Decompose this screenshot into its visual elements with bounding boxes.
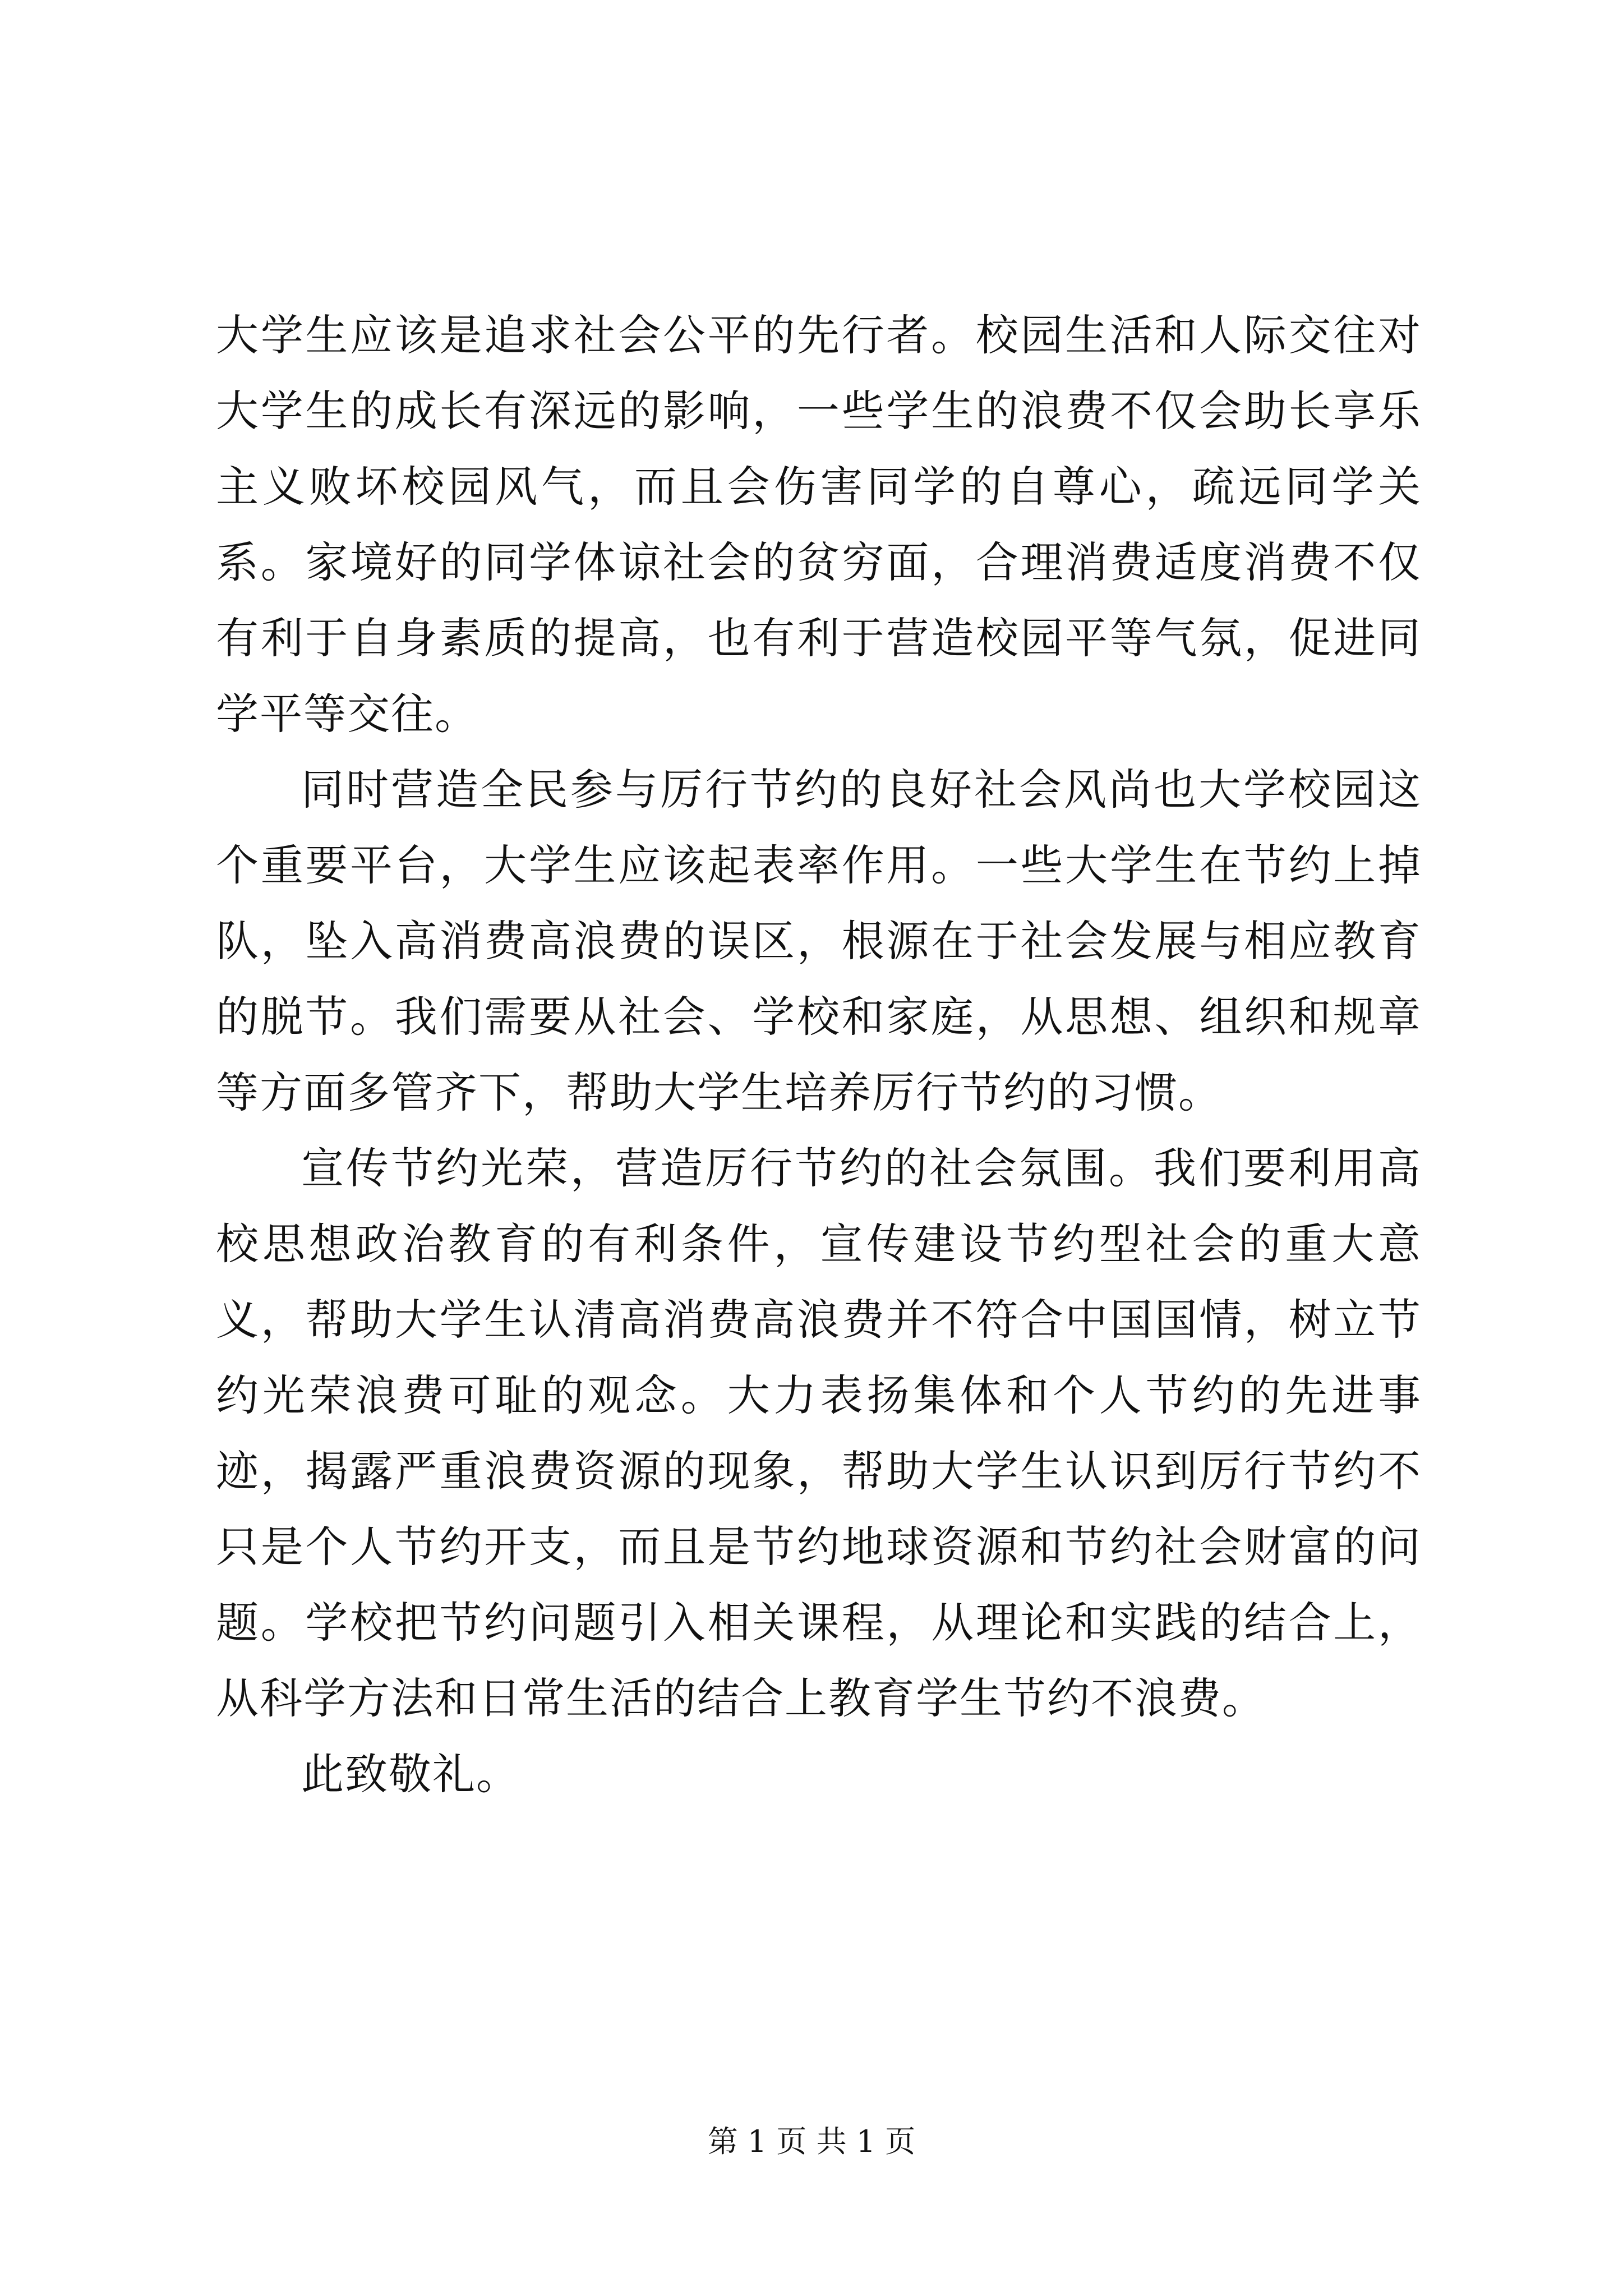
paragraph-3: 宣传节约光荣，营造厉行节约的社会氛围。我们要利用高校思想政治教育的有利条件，宣传建设节约型社会的重大意义，帮助大学生认清高消费高浪费并不符合中国国情，树立节约光荣浪费可耻的观念。大力表扬集体和个人节约的先进事迹，揭露严重浪费资源的现象，帮助大学生认识到厉行节约不只是个人节约开支，而且是节约地球资源和节约社会财富的问题。学校把节约问题引入相关课程，从理论和实践的结合上，从科学方法和日常生活的结合上教育学生节约不浪费。 xyxy=(216,1143,1422,1723)
page-footer: 第 1 页 共 1 页 xyxy=(707,2124,916,2159)
closing-salutation: 此致敬礼。 xyxy=(301,1749,520,1799)
paragraph-1: 大学生应该是追求社会公平的先行者。校园生活和人际交往对大学生的成长有深远的影响，一些学生的浪费不仅会助长享乐主义败坏校园风气，而且会伤害同学的自尊心，疏远同学关系。家境好的同学体谅社会的贫穷面，合理消费适度消费不仅有利于自身素质的提高，也有利于营造校园平等气氛，促进同学平等交往。 xyxy=(216,310,1422,739)
document-body xyxy=(216,297,1422,1812)
paragraph-2: 同时营造全民参与厉行节约的良好社会风尚也大学校园这个重要平台，大学生应该起表率作用。一些大学生在节约上掉队，坠入高消费高浪费的误区，根源在于社会发展与相应教育的脱节。我们需要从社会、学校和家庭，从思想、组织和规章等方面多管齐下，帮助大学生培养厉行节约的习惯。 xyxy=(216,765,1422,1117)
